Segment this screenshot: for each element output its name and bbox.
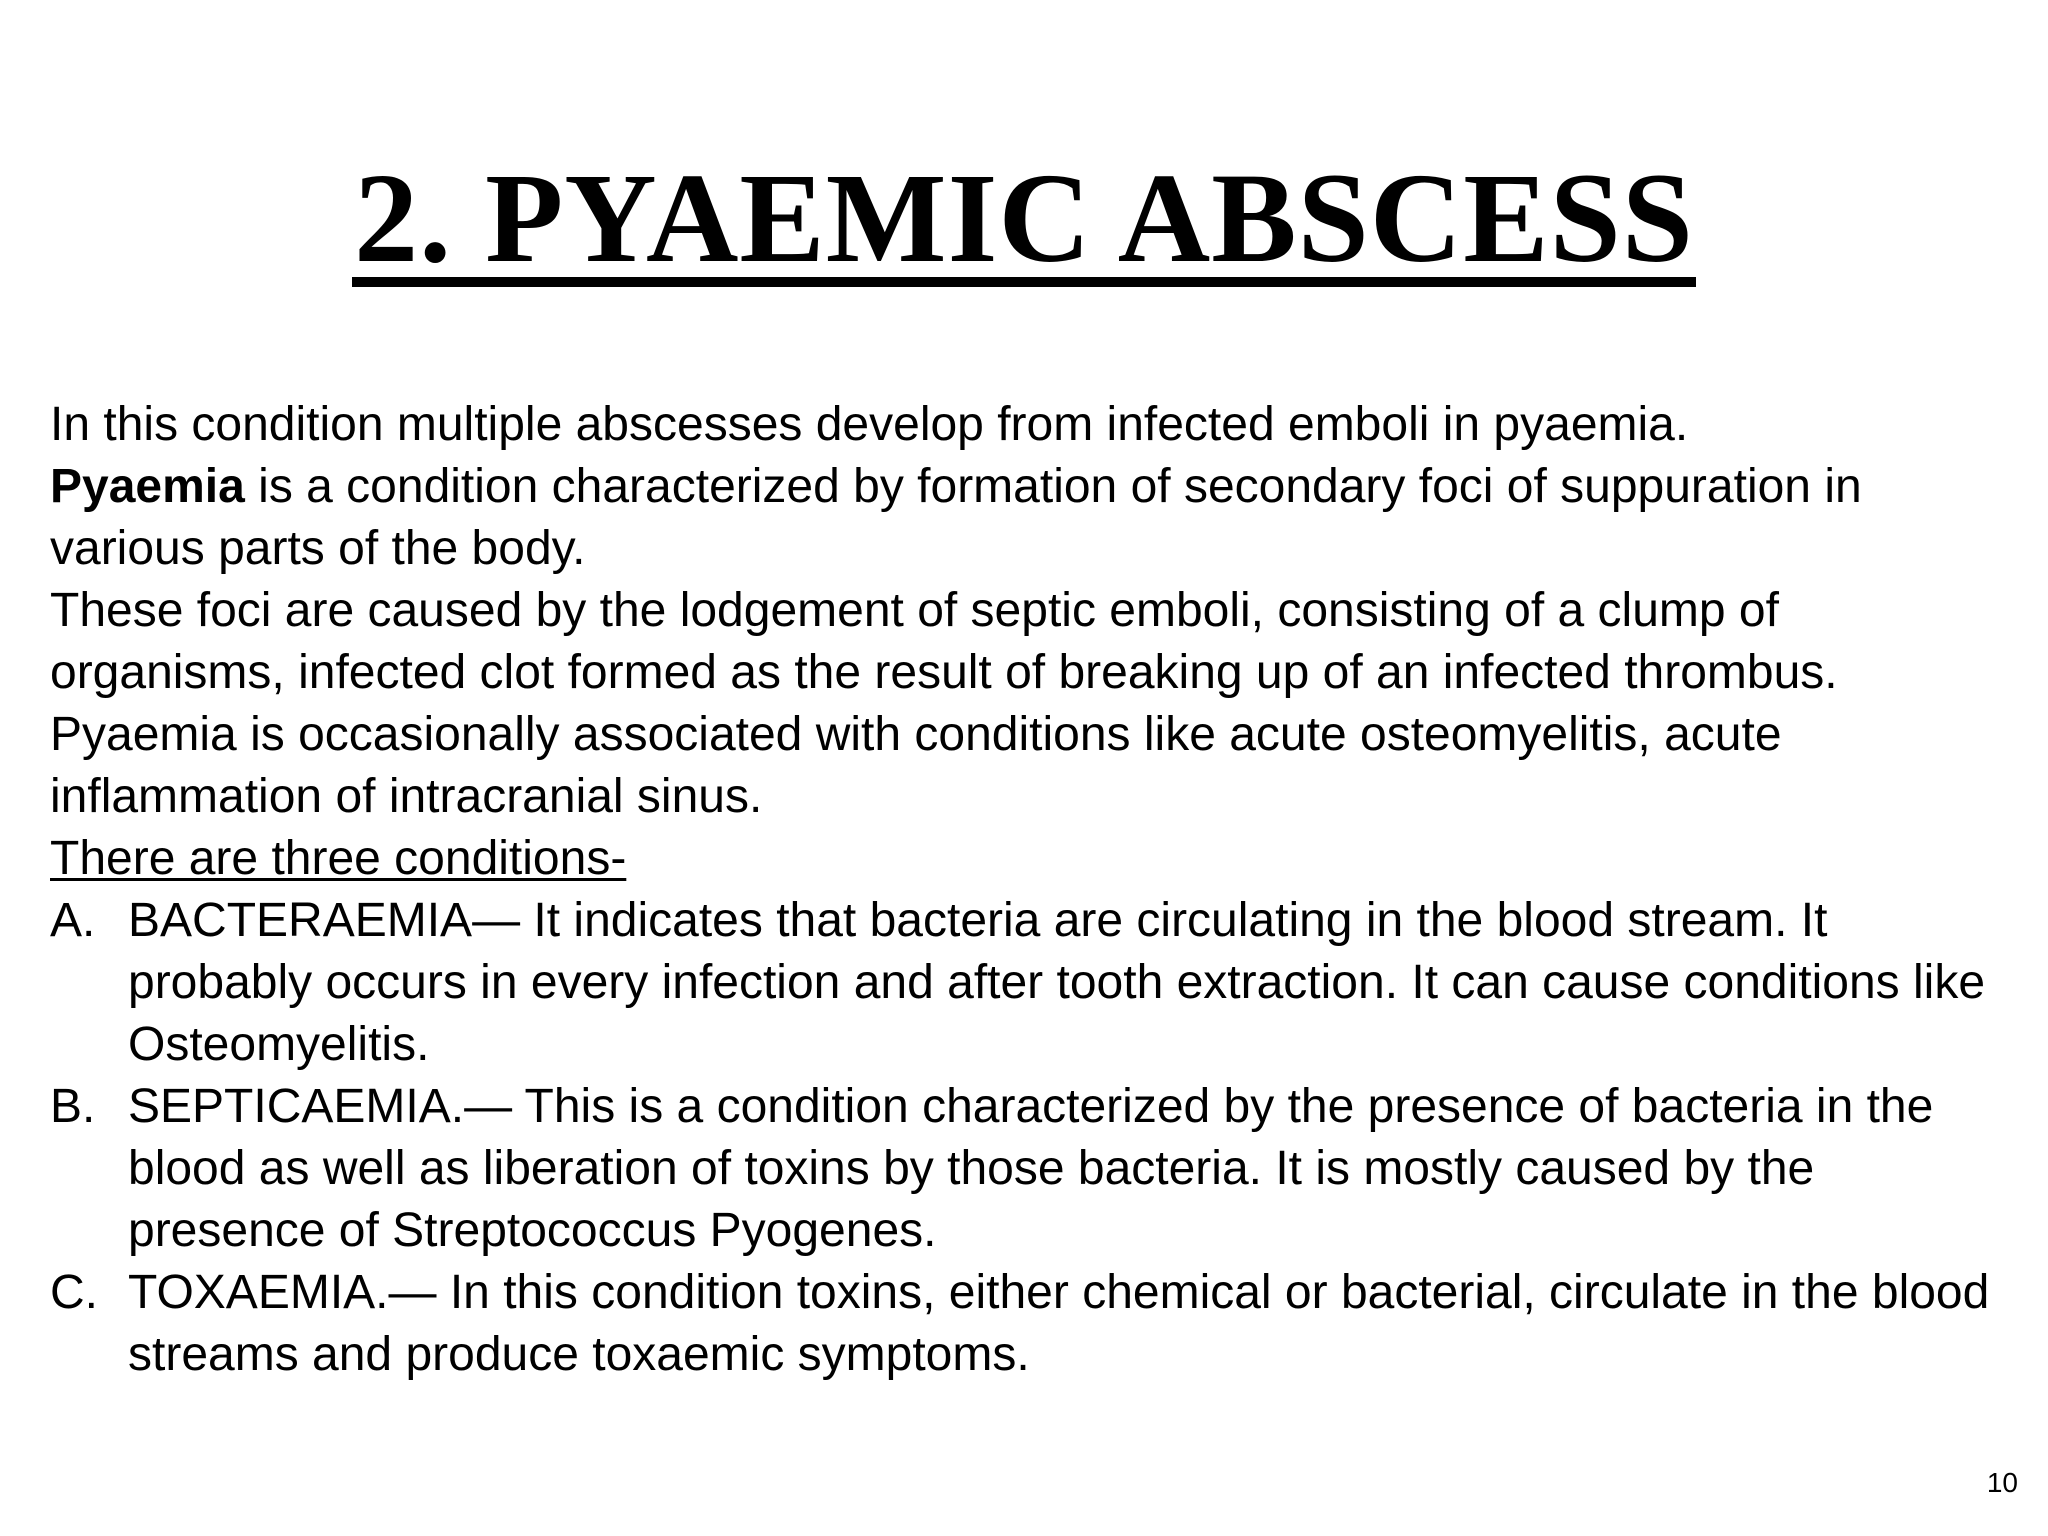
condition-item-septicaemia [50,1076,2010,1262]
condition-item-toxaemia [50,1262,2010,1386]
slide-title-text: 2. PYAEMIC ABSCESS [354,147,1694,289]
condition-text: SEPTICAEMIA.— This is a condition characterized by the presence of bacteria in the blood as well as liberation of toxins by those bacteria. It is mostly caused by the presence of Streptococcus Pyogenes. [128,1080,1934,1257]
condition-marker: C. [50,1266,98,1319]
condition-text: TOXAEMIA.— In this condition toxins, either chemical or bacterial, circulate in the blood streams and produce toxaemic symptoms. [128,1266,1990,1381]
conditions-intro-text: There are three conditions- [50,832,627,885]
conditions-intro [50,828,2010,890]
slide-body [50,394,2010,1386]
condition-text: BACTERAEMIA— It indicates that bacteria are circulating in the blood stream. It probably occurs in every infection and after tooth extraction. It can cause conditions like Osteomyelitis. [128,894,1986,1071]
conditions-list [50,890,2010,1386]
pyaemia-definition [50,456,2010,580]
slide-title [0,148,2048,288]
page-number: 10 [1986,1467,2018,1498]
pyaemia-term: Pyaemia [50,460,245,513]
intro-paragraph: In this condition multiple abscesses develop from infected emboli in pyaemia. [50,398,1689,451]
condition-marker: B. [50,1080,96,1133]
association-paragraph: Pyaemia is occasionally associated with conditions like acute osteomyelitis, acute inflammation of intracranial sinus. [50,708,1782,823]
condition-item-bacteraemia [50,890,2010,1076]
pyaemia-definition-text: is a condition characterized by formation of secondary foci of suppuration in various parts of the body. [50,460,1862,575]
foci-paragraph: These foci are caused by the lodgement of septic emboli, consisting of a clump of organisms, infected clot formed as the result of breaking up of an infected thrombus. [50,584,1838,699]
condition-marker: A. [50,894,96,947]
